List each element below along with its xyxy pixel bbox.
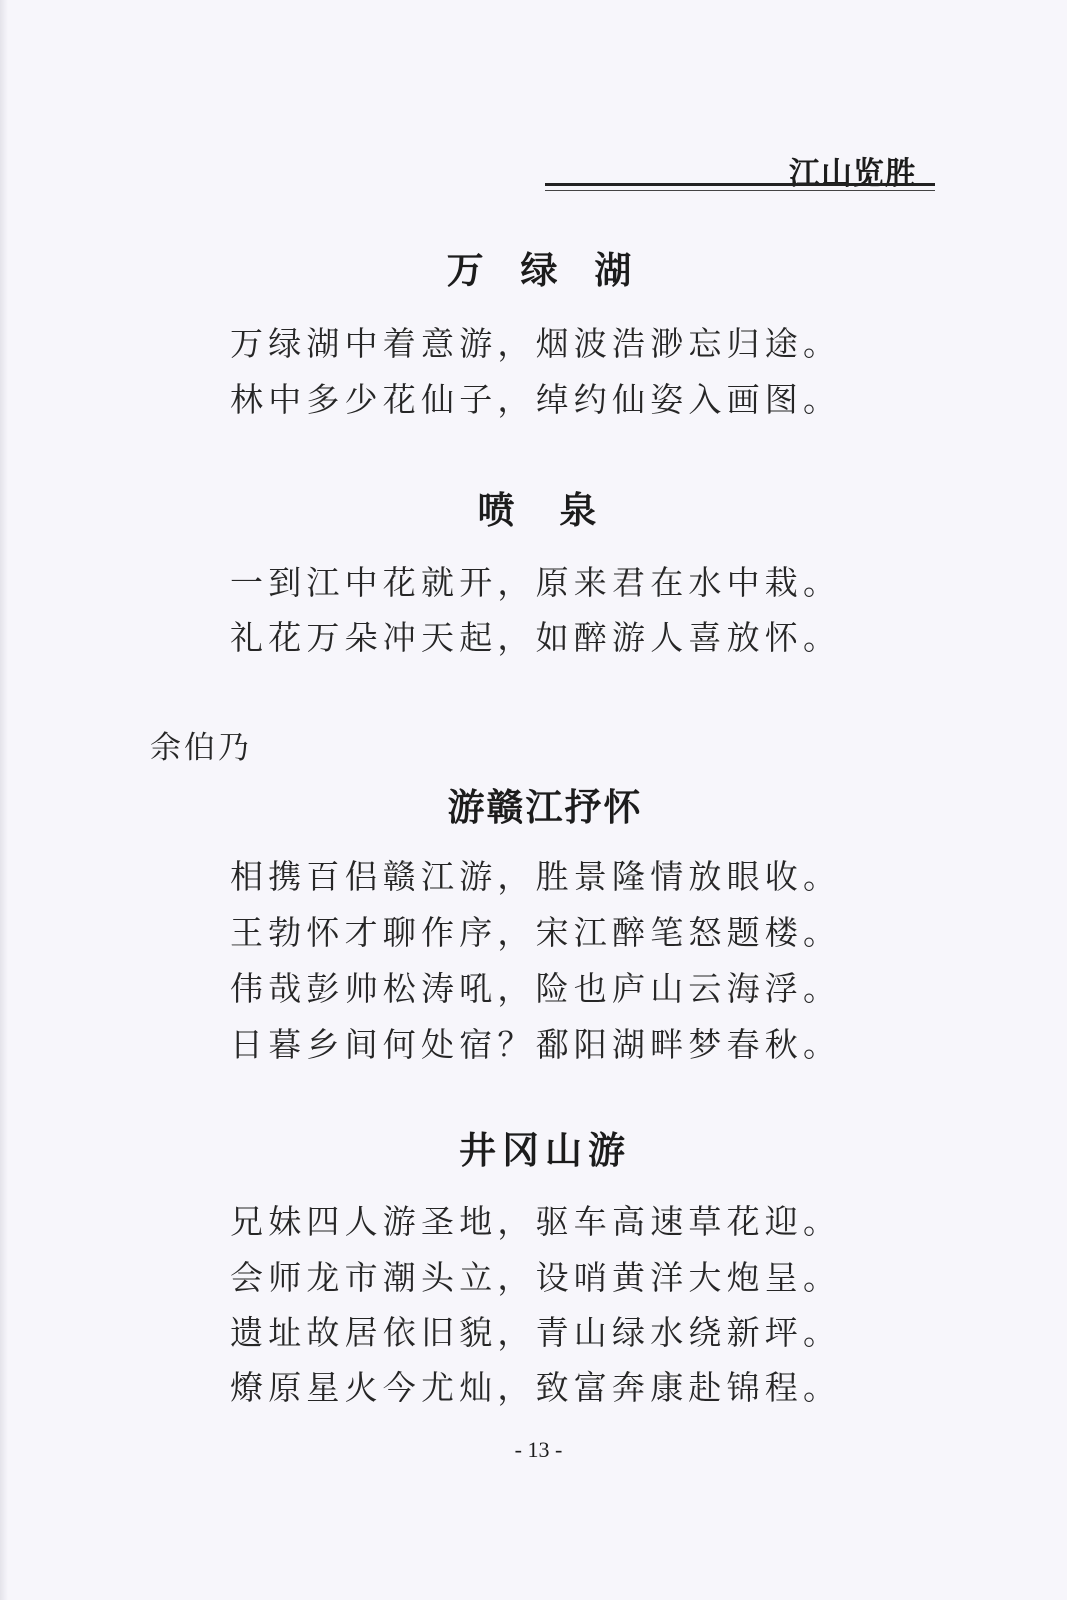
- poem-line: 林中多少花仙子，绰约仙姿入画图。: [230, 380, 842, 419]
- poem-line: 兄妹四人游圣地，驱车高速草花迎。: [230, 1202, 842, 1241]
- poem-line: 遗址故居依旧貌，青山绿水绕新坪。: [230, 1313, 842, 1352]
- header-rule-thin: [545, 190, 935, 191]
- poem-line: 相携百侣赣江游，胜景隆情放眼收。: [230, 857, 842, 896]
- author-name: 余伯乃: [150, 730, 252, 766]
- poem-line: 一到江中花就开，原来君在水中栽。: [230, 563, 842, 602]
- poem-line: 燎原星火今尤灿，致富奔康赴锦程。: [230, 1368, 842, 1407]
- poem-title: 游赣江抒怀: [447, 785, 643, 829]
- poem-line: 礼花万朵冲天起，如醉游人喜放怀。: [230, 618, 842, 657]
- poem-line: 会师龙市潮头立，设哨黄洋大炮呈。: [230, 1258, 842, 1297]
- poem-line: 万绿湖中着意游，烟波浩渺忘归途。: [230, 324, 842, 363]
- page-number: - 13 -: [514, 1437, 563, 1462]
- poem-line: 王勃怀才聊作序，宋江醉笔怒题楼。: [230, 913, 842, 952]
- poem-title: 喷 泉: [477, 488, 613, 532]
- poem-title: 万 绿 湖: [446, 248, 644, 292]
- poem-line: 伟哉彭帅松涛吼，险也庐山云海浮。: [230, 969, 842, 1008]
- running-header: 江山览胜: [789, 156, 917, 192]
- poem-title: 井冈山游: [459, 1128, 631, 1172]
- poem-line: 日暮乡间何处宿？鄱阳湖畔梦春秋。: [230, 1025, 842, 1064]
- header-rule: [545, 183, 935, 186]
